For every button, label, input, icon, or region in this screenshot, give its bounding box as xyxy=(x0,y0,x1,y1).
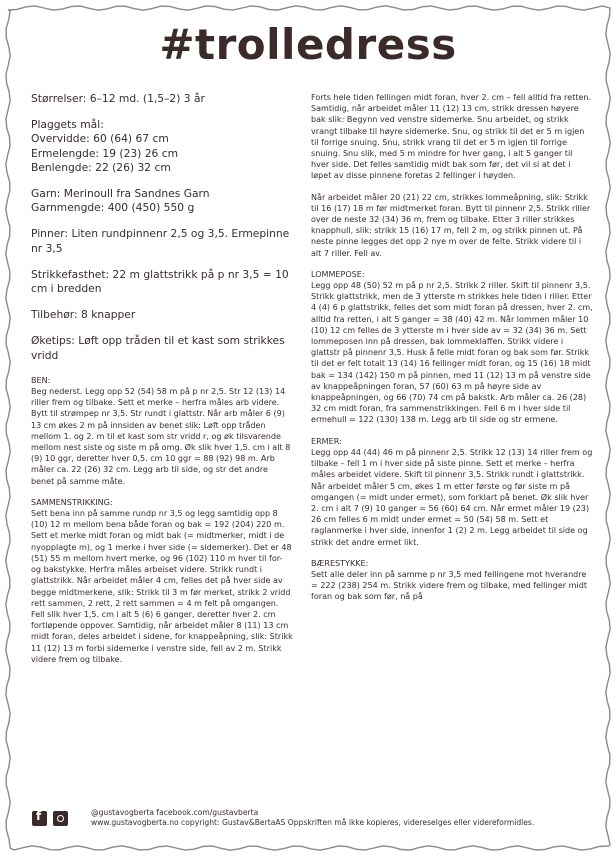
page-title: #trolledress xyxy=(159,20,457,69)
sammenstrikking-heading: SAMMENSTRIKKING: xyxy=(31,497,113,507)
yarn-amount-line: Garnmengde: 400 (450) 550 g xyxy=(31,201,195,215)
measures-heading: Plaggets mål: xyxy=(31,118,104,132)
instagram-icon[interactable] xyxy=(53,811,68,826)
ben-section xyxy=(31,375,293,487)
ben-heading: BEN: xyxy=(31,375,51,385)
yarn-line: Garn: Merinoull fra Sandnes Garn xyxy=(31,187,210,201)
baerestykke-section xyxy=(311,558,593,603)
ben-text: Beg nederst. Legg opp 52 (54) 58 m på p nr 2,5. Str 12 (13) 14 riller frem og tilbake. Sett et merke – herfra måles arb videre. Bytt til strømpep nr 3,5. Str rundt i glattstr. Når arb måler 6 (9) 13 cm økes 2 m på innsiden av benet slik: Løft opp tråden mellom 1. og 2. m til et kast som str vridd r, og øk tilsvarende mellom nest siste og siste m på omg. Øk slik hver 1,5. cm i alt 8 (9) 10 ggr, deretter hver 0,5. cm 10 ggr = 88 (92) 98 m. Arb måler ca. 22 (26) 32 cm. Legg arb til side, og str det andre benet på samme måte. xyxy=(31,387,291,486)
sizes-text: Størrelser: 6–12 md. (1,5–2) 3 år xyxy=(31,92,205,105)
sammenstrikking-section xyxy=(31,497,293,665)
needles-text: Pinner: Liten rundpinnenr 2,5 og 3,5. Ermepinne nr 3,5 xyxy=(31,227,290,255)
ermer-heading: ERMER: xyxy=(311,436,342,446)
measures-block xyxy=(31,118,293,175)
continuation-text: Forts hele tiden fellingen midt foran, hver 2. cm – fell alltid fra retten. Samtidig, når arbeidet måler 11 (12) 13 cm, strikk dressen høyere bak slik: Begynn ved venstre sidemerke. Snu arbeidet, og strikk vrangt tilbake til høyre sidemerke. Snu, og strikk til det er 5 m igjen til forrige snuing. Snu, strikk vrang til det er 5 m igjen til forrige snuing. Snu slik, med 5 m mindre for hver gang, i alt 5 ganger til hver side. Det felles samtidig midt bak som før, det vil si at det i løpet av disse pinnene foretas 2 fellinger i høyden. xyxy=(311,93,592,181)
increase-tip-text: Øketips: Løft opp tråden til et kast som strikkes vridd xyxy=(31,334,285,362)
baerestykke-text: Sett alle deler inn på samme p nr 3,5 med fellingene mot hverandre = 222 (238) 254 m. Strikk videre frem og tilbake, med fellinger midt foran og bak som før, nå på xyxy=(311,569,587,602)
gauge-text: Strikkefasthet: 22 m glattstrikk på p nr 3,5 = 10 cm i bredden xyxy=(31,267,289,296)
social-icons xyxy=(32,811,68,826)
sammenstrikking-text: Sett bena inn på samme rundp nr 3,5 og legg samtidig opp 8 (10) 12 m mellom bena både foran og bak = 192 (204) 220 m. Sett et merke midt foran og midt bak (= midtmerker, midt i de nyopplagte m), og 1 merke i hver side (= sidemerker). Det er 48 (51) 55 m mellom hvert merke, og 96 (102) 110 m hver til for- og bakstykke. Herfra måles arbeiset videre. Strikk rundt i glattstrikk. Når arbeidet måler 4 cm, felles det på hver side av begge midtmerkene, slik: Strikk til 3 m før merket, strikk 2 vridd rett sammen, 2 rett, 2 rett sammen = 4 m felt på omgangen. Fell slik hver 1,5. cm i alt 5 (6) 6 ganger, deretter hver 2. cm fortløpende oppover. Samtidig, når arbeidet måler 8 (11) 13 cm midt foran, deles arbeidet i sidene, for knappeåpning, slik: Strikk 11 (12) 13 m forbi sidemerke i venstre side, fell av 2 m. Strikk videre frem og tilbake. xyxy=(31,509,293,664)
notions-text: Tilbehør: 8 knapper xyxy=(31,308,136,322)
footer-social-line: @gustavogberta facebook.com/gustavberta xyxy=(91,808,259,817)
footer-copyright-line: www.gustavogberta.no copyright: Gustav&BertaAS Oppskriften må ikke kopieres, videreselges eller videreformidles. xyxy=(91,818,535,827)
measure-line: Ermelengde: 19 (23) 26 cm xyxy=(31,146,179,160)
right-column xyxy=(311,92,593,613)
pocket-opening-text: Når arbeidet måler 20 (21) 22 cm, strikkes lommeåpning, slik: Strikk til 16 (17) 18 m før midtmerket foran. Bytt til pinnenr 2,5. Strikk riller over de neste 32 (34) 36 m, frem og tilbake. Etter 3 riller strikkes knapphull, slik: strikk 15 (16) 17 m, fell 2 m, og strikk pinnen ut. På neste pinne legges det opp 2 nye m over de felte. Strikk videre til i alt 7 riller. Fell av. xyxy=(311,192,591,258)
lommepose-section xyxy=(311,269,593,426)
lommepose-text: Legg opp 48 (50) 52 m på p nr 2,5. Strikk 2 riller. Skift til pinnenr 3,5. Strikk glattstrikk, men de 3 ytterste m strikkes hele tiden i riller. Etter 4 (4) 6 p glattstrikk, felles det som midt foran på dressen, hver 2. cm, alltid fra retten, i alt 5 ganger = 38 (40) 42 m. Når lommen måler 10 (10) 12 cm felles de 3 ytterste m i hver side av = 32 (34) 36 m. Sett lommeposen inn på dressen, bak lommeklaffen. Strikk videre i glattstr på pinnenr 3,5. Husk å felle midt foran og bak som før. Strikk til det er felt totalt 13 (14) 16 fellinger midt foran, og 15 (16) 18 midt bak = 134 (142) 150 m på pinnen, med 11 (12) 13 m på venstre side av knappeåpningen foran, 57 (60) 63 m på høyre side av knappeåpningen, og 66 (70) 74 cm på bakstk. Arb måler ca. 26 (28) 32 cm midt foran, fra sammenstrikkingen. Fell 6 m i hver side til ermehull = 122 (130) 138 m. Legg arb til side og str ermene. xyxy=(311,281,593,425)
measure-line: Benlengde: 22 (26) 32 cm xyxy=(31,160,171,174)
baerestykke-heading: BÆRESTYKKE: xyxy=(311,558,369,568)
measure-line: Overvidde: 60 (64) 67 cm xyxy=(31,132,169,146)
ermer-text: Legg opp 44 (44) 46 m på pinnenr 2,5. Strikk 12 (13) 14 riller frem og tilbake – fell 1 m i hver side på siste pinne. Sett et merke – herfra måles arbeidet videre. Skift til pinnenr 3,5. Strikk rundt i glattstrikk. Når arbeidet måler 5 cm, økes 1 m etter første og før siste m på omgangen (= midt under ermet), som forklart på benet. Øk slik hver 2. cm i alt 7 (9) 10 ganger = 56 (60) 64 cm. Når ermet måler 19 (23) 26 cm felles 6 m midt under ermet = 50 (54) 58 m. Sett et raglanmerke i hver side, innenfor 1 (2) 2 m. Legg arbeidet til side og strikk det andre ermet likt. xyxy=(311,447,593,547)
left-column xyxy=(31,92,293,675)
lommepose-heading: LOMMEPOSE: xyxy=(311,269,365,279)
yarn-block xyxy=(31,187,293,215)
footer-text xyxy=(91,808,534,828)
facebook-icon[interactable] xyxy=(32,811,47,826)
ermer-section xyxy=(311,436,593,548)
